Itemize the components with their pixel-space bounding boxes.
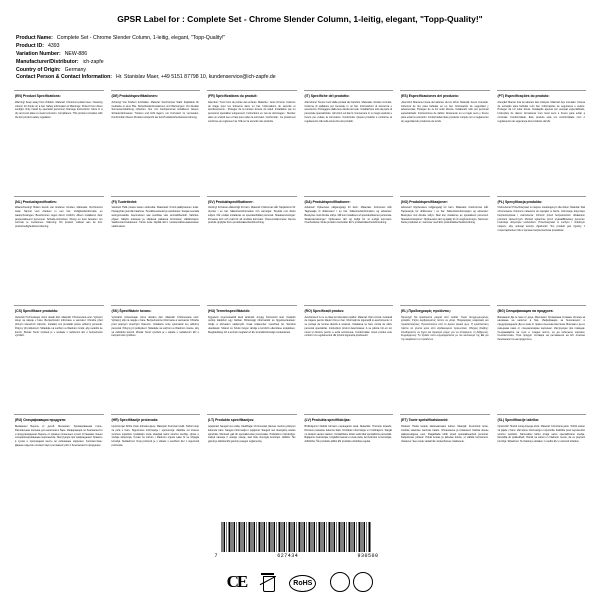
meta-label: Manufacturer/Distributor: — [16, 58, 79, 65]
spec-heading: (NL) Productspecificaties: — [15, 199, 58, 204]
meta-row — [16, 74, 584, 82]
spec-heading: (NO) Produktspesifikasjoner: — [401, 199, 448, 204]
meta-value: Germany — [64, 66, 87, 73]
spec-heading: (HR) Specifikacije proizvoda: — [111, 418, 159, 423]
meta-value: NEW-886 — [64, 51, 88, 58]
spec-body: Avertisment! A nu se lăsa la îndemâna copiilor. Material: Oțel cromat. Coloană de tragere pentru băuturi într-un bar. Informații de siguranță și avertismente: A se proteja de lumina directă a soarelui. Instalarea se face numai de către personal specializat. Instrucțiuni privind deteriorarea: A se păstra într-un loc uscat și răcoros pentru a evita coroziunea. Conformitate: Acest produs este conform cu regulamentul UE privind siguranța produselor. — [304, 315, 393, 338]
spec-heading: (LV) Produkta specifikācijas: — [304, 418, 351, 423]
spec-cell-bg — [497, 305, 587, 414]
spec-cell-fi — [111, 196, 201, 305]
spec-cell-sl — [497, 414, 587, 520]
spec-body: Προσοχή! Να φυλάσσεται μακριά από παιδιά. Υλικό: Επιχρωμιωμένος χάλυβας. Στήλη σερβιρίσματος ποτών σε μπαρ. Πληροφορίες ασφαλείας και προειδοποιήσεις: Προστατεύστε από το άμεσο ηλιακό φως. Η εγκατάσταση πρέπει να γίνεται μόνο από εξειδικευμένο προσωπικό. Οδηγίες βλάβης: Αποθηκεύστε σε ξηρό και δροσερό μέρος για να αποφύγετε τη διάβρωση. Συμμόρφωση: Το προϊόν αυτό συμμορφώνεται με τον κανονισμό της ΕΕ για την ασφάλεια των προϊόντων. — [401, 315, 490, 342]
meta-row — [16, 35, 584, 43]
meta-row — [16, 67, 584, 75]
spec-body: Výstraha! Uchovávajte mimo dosahu detí. Materiál: Chrómovaná oceľ. Výčapný stĺp na nápoje v bare. Bezpečnostné informácie a varovania: Chráňte pred priamym slnečným žiarením. Inštaláciu smie vykonávať len odborný personál. Pokyny pri poškodení: Skladujte na suchom a chladnom mieste, aby sa zabránilo korózii. Zhoda: Tento výrobok je v súlade s nariadením EÚ o bezpečnosti výrobkov. — [111, 315, 200, 338]
meta-value: Hr. Stanislav Maer, +49 5151 87798 10, kundenservice@ich-zapfe.de — [115, 74, 276, 81]
meta-row — [16, 59, 584, 67]
spec-heading: (SL) Specifikacije izdelka: — [497, 418, 539, 423]
spec-heading: (HU) Termékspecifikációk: — [208, 309, 251, 314]
spec-body: Внимание! Да се пази от деца. Материал: Хромирана стомана. Колона за наливане на напитки в бар. Информация за безопасност и предупреждения: Да се пази от пряка слънчева светлина. Монтажът да се извършва само от специализиран персонал. Инструкции при повреда: Съхранявайте на сухо и хладно място, за да избегнете корозия. Съответствие: Този продукт отговаря на регламента на ЕС относно безопасността на продуктите. — [497, 315, 586, 342]
barcode-right-digits: 930500 — [357, 553, 379, 559]
circle-mark-1-icon — [330, 572, 350, 592]
spec-body: ¡Atención! Mantener fuera del alcance de los niños. Material: Acero cromado. Columna de tiro para bebidas en un bar. Información de seguridad y advertencias: Proteger de la luz solar directa. Instalación sólo por personal especializado. Instrucciones de daños: Almacenar en un lugar seco y fresco para evitar la corrosión. Conformidad: Este producto cumple con el reglamento de seguridad de productos de la UE. — [401, 100, 490, 123]
spec-cell-et — [400, 414, 490, 520]
spec-cell-hu — [207, 305, 297, 414]
spec-heading: (EL) Προδιαγραφές προϊόντος: — [401, 309, 452, 314]
meta-row — [16, 43, 584, 51]
spec-body: Brīdinājums! Glabāt bērniem nepieejamā vietā. Materiāls: Hromēts tērauds. Dzērienu liešanas kolonna bārā. Drošības informācija un brīdinājumi: Sargāt no tiešiem saules stariem. Uzstādīšanu drīkst veikt tikai specializēts personāls. Bojājumu instrukcijas: Uzglabāt sausā un vēsā vietā, lai izvairītos no korozijas. Atbilstība: Šis produkts atbilst ES produktu drošības regulai. — [304, 425, 393, 444]
spec-heading: (DA) Produktspecifikationer: — [304, 199, 351, 204]
spec-heading: (DE) Produktspezifikationen: — [111, 94, 158, 99]
spec-body: Ostrzeżenie! Przechowywać w miejscu niedostępnym dla dzieci. Materiał: Stal chromowana. Kolumna nalewcza do napojów w barze. Informacje dotyczące bezpieczeństwa i ostrzeżenia: Chronić przed bezpośrednim działaniem promieni słonecznych. Montaż wyłącznie przez wykwalifikowany personel. Instrukcje dotyczące uszkodzeń: Przechowywać w suchym i chłodnym miejscu, aby uniknąć korozji. Zgodność: Ten produkt jest zgodny z rozporządzeniem UE w sprawie bezpieczeństwa produktów. — [497, 206, 586, 232]
spec-cell-de — [111, 90, 201, 196]
spec-cell-fr — [207, 90, 297, 196]
spec-body: Advarsel! Opbevares utilgængeligt for børn. Materiale: Forkromet stål. Tappesøjle til drikkevarer i en bar. Sikkerhedsinformation og advarsler: Beskyttes mod direkte sollys. Må kun installeres af specialuddannet personale. Skadesanvisninger: Opbevares tørt og køligt for at undgå korrosion. Overholdelse: Dette produkt overholder EU's produktsikkerhedsforordning. — [304, 206, 393, 225]
spec-cell-ru — [14, 414, 104, 520]
spec-heading: (ET) Toote spetsifikatsioonid: — [401, 418, 449, 423]
spec-body: Varoitus! Pidä poissa lasten ulottuvilta. Materiaali: Kromi-päällysteinen teräs. Hanapylväs juomille baarissa. Turvallisuustiedot ja varoitukset: Suojaa suoralta auringonvalolta. Asennuksen saa suorittaa vain ammattihenkilö. Vahinko-ohjeet: Säilytä kuivassa ja viileässä paikassa korroosion välttämiseksi. Vaatimustenmukaisuus: Tämä tuote täyttää EU:n tuoteturvallisuusasetuksen vaatimukset. — [111, 206, 200, 229]
spec-body: Opozorilo! Hraniti zunaj dosega otrok. Material: Kromirano jeklo. Točilni steber za pijače v baru. Varnostne informacije in opozorila: Zaščitite pred neposredno sončno svetlobo. Namestitev lahko izvaja samo specializirano osebje. Navodila ob poškodbah: Hraniti na suhem in hladnem mestu, da se prepreči korozija. Skladnost: Ta izdelek je skladen z uredbo EU o varnosti izdelkov. — [497, 425, 586, 444]
spec-body: Hoiatus! Hoida lastele kättesaamatus kohas. Materjal: Kroomitud teras. Jookide valamise sammas baaris. Ohutusteave ja hoiatused: Kaitsta otsese päikesevalguse eest. Paigaldada tohib ainult spetsialiseeritud personal. Kahjustuste juhised: Hoida kuivas ja jahedas kohas, et vältida korrosiooni. Vastavus: See toode vastab ELi tooteohutuse määrusele. — [401, 425, 490, 444]
spec-heading: (RU) Спецификации продукта: — [15, 418, 67, 423]
spec-heading: (RO) Specificații produs: — [304, 309, 345, 314]
spec-body: Įspėjimas! Saugoti nuo vaikų. Medžiaga: Chromuotas plienas. Gėrimų pilstymo kolonėlė bare. Saugos informacija ir įspėjimai: Saugoti nuo tiesioginių saulės spindulių. Montuoti gali tik specializuotas personalas. Pažeidimo instrukcijos: Laikyti sausoje ir vėsioje vietoje, kad būtų išvengta korozijos. Atitiktis: Šis gaminys atitinka ES gaminių saugos reglamentą. — [208, 425, 297, 444]
spec-cell-es — [400, 90, 490, 196]
meta-label: Variation Number: — [16, 51, 61, 58]
barcode-digits — [215, 553, 379, 559]
meta-label: Contact Person & Contact Information: — [16, 74, 112, 81]
barcode-left-digit: 7 — [214, 553, 219, 559]
spec-body: Upozorenje! Držite izvan dohvata djece. Materijal: Kromirani čelik. Točioni stup za pića u baru. Sigurnosne informacije i upozorenja: Zaštitite od izravne sunčeve svjetlosti. Instalaciju smije obavljati samo stručno osoblje. Upute u slučaju oštećenja: Čuvati na suhom i hladnom mjestu kako bi se izbjegla korozija. Sukladnost: Ovaj proizvod je u skladu s uredbom EU o sigurnosti proizvoda. — [111, 425, 200, 447]
spec-body: Attenzione! Tenere fuori dalla portata dei bambini. Materiale: Acciaio cromato. Colonna di spillatura per bevande in un bar. Informazioni di sicurezza e avvertenze: Proteggere dalla luce diretta del sole. Installazione solo da parte di personale specializzato. Istruzioni sui danni: Conservare in un luogo asciutto e fresco per evitare la corrosione. Conformità: Questo prodotto è conforme al regolamento UE sulla sicurezza dei prodotti. — [304, 100, 393, 123]
meta-value: 4393 — [47, 43, 60, 50]
meta-row — [16, 51, 584, 59]
spec-cell-ro — [304, 305, 394, 414]
spec-cell-el — [400, 305, 490, 414]
spec-body: Atenção! Manter fora do alcance das crianças. Material: Aço cromado. Coluna de extração para bebidas num bar. Informações de segurança e avisos: Proteger da luz solar direta. Instalação apenas por pessoal especializado. Instruções de danos: Armazenar num local seco e fresco para evitar a corrosão. Conformidade: Este produto está em conformidade com o regulamento de segurança dos produtos da UE. — [497, 100, 586, 123]
spec-body: Внимание! Беречь от детей. Материал: Хромированная сталь. Разливочная колонна для напитков в баре. Информация по безопасности и предупреждения: Беречь от прямых солнечных лучей. Установка только специализированным персоналом. Инструкции при повреждении: Хранить в сухом и прохладном месте во избежание коррозии. Соответствие: Данное изделие соответствует регламенту ЕС о безопасности продукции. — [15, 425, 104, 447]
spec-body: Achtung! Von Kindern fernhalten. Material: Verchromter Stahl. Zapfsäule für Getränke in einer Bar. Sicherheitsinformationen und Warnungen: Vor direkter Sonneneinstrahlung schützen. Nur von Fachpersonal installieren lassen. Schadenshinweise: Trocken und kühl lagern, um Korrosion zu vermeiden. Konformität: Dieses Produkt entspricht der EU-Produktsicherheitsverordnung. — [111, 100, 200, 119]
spec-cell-en — [14, 90, 104, 196]
spec-body: Figyelem! Gyermekektől távol tartandó. Anyag: Krómozott acél. Csapoló oszlop italokhoz egy bárban. Biztonsági információk és figyelmeztetések: Védje a közvetlen napfénytől. Csak szakember szerelheti fel. Sérülési utasítások: Száraz és hűvös helyen tárolja a korrózió elkerülése érdekében. Megfelelőség: Ez a termék megfelel az EU termékbiztonsági rendeletének. — [208, 315, 297, 334]
spec-heading: (ES) Especificaciones del producto: — [401, 94, 459, 99]
spec-cell-cs — [14, 305, 104, 414]
meta-label: Country of Origin: — [16, 66, 61, 73]
spec-cell-da — [304, 196, 394, 305]
product-meta-block — [16, 35, 584, 82]
spec-heading: (SK) Špecifikácie tovaru: — [111, 309, 152, 314]
circle-mark-2-icon — [353, 572, 373, 592]
rohs-mark-icon: RoHS — [289, 575, 316, 592]
spec-heading: (BG) Спецификация на продукта: — [497, 309, 554, 314]
ce-mark-icon: CE — [226, 572, 247, 591]
spec-cell-sk — [111, 305, 201, 414]
page-title: GPSR Label for : Complete Set - Chrome Slender Column, 1-leitig, elegant, "Topp-Quality!" — [117, 14, 483, 24]
barcode-block — [214, 522, 379, 559]
meta-value: Complete Set - Chrome Slender Column, 1-leitig, elegant, "Topp-Quality!" — [56, 35, 226, 42]
spec-cell-hr — [111, 414, 201, 520]
spec-heading: (PT) Especificações do produto: — [497, 94, 550, 99]
spec-heading: (CS) Specifikace produktu: — [15, 309, 59, 314]
spec-cell-nl — [14, 196, 104, 305]
compliance-marks — [14, 572, 586, 592]
spec-body: Warning! Keep away from children. Material: Chromium-plated stee. Cleaning column for drinks on a bar. Safety information & Warnings: Protect from direct sunlight. Only install by specialist personnel. Damage instructions: Store in a dry and cool place to avoid corrosion. Compliance: This product complies with the EU product safety regulation. — [15, 100, 104, 119]
spec-heading: (EN) Product Specifications: — [15, 94, 61, 99]
barcode-image — [222, 522, 372, 552]
spec-heading: (IT) Specifiche del prodotto: — [304, 94, 350, 99]
spec-heading: (FI) Tuotetiedot: — [111, 199, 138, 204]
spec-heading: (SV) Produktspecifikationer: — [208, 199, 254, 204]
spec-heading: (PL) Specyfikacja produktu: — [497, 199, 543, 204]
spec-body: Waarschuwing! Buiten bereik van kinderen houden. Materiaal: Verchroomd staal. Tapzuil voor dranken in een bar. Veiligheidsinformatie en waarschuwingen: Beschermen tegen direct zonlicht. Alleen installeren door gespecialiseerd personeel. Schade-instructies: Droog en koel bewaren om corrosie te voorkomen. Naleving: Dit product voldoet aan de EU-productveiligheidsverordening. — [15, 206, 104, 229]
spec-heading: (FR) Spécifications du produit: — [208, 94, 258, 99]
meta-label: Product Name: — [16, 35, 53, 42]
meta-label: Product ID: — [16, 43, 44, 50]
spec-heading: (LT) Produkto specifikacijos: — [208, 418, 255, 423]
spec-body: Varování! Uchovávejte mimo dosah dětí. Materiál: Chromovaná ocel. Výčepní sloup na nápoje v baru. Bezpečnostní informace a varování: Chraňte před přímým slunečním zářením. Instalaci smí provádět pouze odborný personál. Pokyny při poškození: Skladujte na suchém a chladném místě, aby nedošlo ke korozi. Shoda: Tento výrobek je v souladu s nařízením EU o bezpečnosti výrobků. — [15, 315, 104, 338]
spec-cell-pt — [497, 90, 587, 196]
spec-body: Varning! Förvaras oåtkomligt för barn. Material: Förkromat stål. Tappkolonn för drycker i en bar. Säkerhetsinformation och varningar: Skydda mot direkt solljus. Får endast installeras av specialutbildad personal. Skadeanvisningar: Förvaras torrt och svalt för att undvika korrosion. Överensstämmelse: Denna produkt uppfyller EU:s produktsäkerhetsförordning. — [208, 206, 297, 225]
weee-bin-icon — [260, 572, 275, 592]
spec-cell-pl — [497, 196, 587, 305]
language-specifications-grid — [14, 90, 586, 520]
circle-marks — [330, 572, 373, 592]
barcode-center-digits: 627434 — [277, 553, 299, 559]
spec-cell-lv — [304, 414, 394, 520]
footer — [14, 522, 586, 594]
spec-cell-lt — [207, 414, 297, 520]
spec-cell-no — [400, 196, 490, 305]
spec-body: Advarsel! Oppbevares utilgjengelig for barn. Materiale: Forkrommet stål. Tappesøyle for drikkevarer i en bar. Sikkerhetsinformasjon og advarsler: Beskyttes mot direkte sollys. Skal kun installeres av spesialisert personell. Skadeinstruksjoner: Oppbevares tørt og kjølig for å unngå korrosjon. Samsvar: Dette produktet er i samsvar med EUs produktsikkerhetsforordning. — [401, 206, 490, 225]
spec-body: Attention ! Tenir hors de portée des enfants. Matériau : Acier chromé. Colonne de tirage pour les boissons dans un bar. Informations de sécurité et avertissements : Protéger de la lumière directe du soleil. Installation par un personnel spécialisé uniquement. Instructions en cas de dommages : Stocker dans un endroit sec et frais pour éviter la corrosion. Conformité : Ce produit est conforme au règlement de l'UE sur la sécurité des produits. — [208, 100, 297, 123]
spec-cell-sv — [207, 196, 297, 305]
meta-value: ich-zapfe — [82, 58, 104, 65]
spec-cell-it — [304, 90, 394, 196]
